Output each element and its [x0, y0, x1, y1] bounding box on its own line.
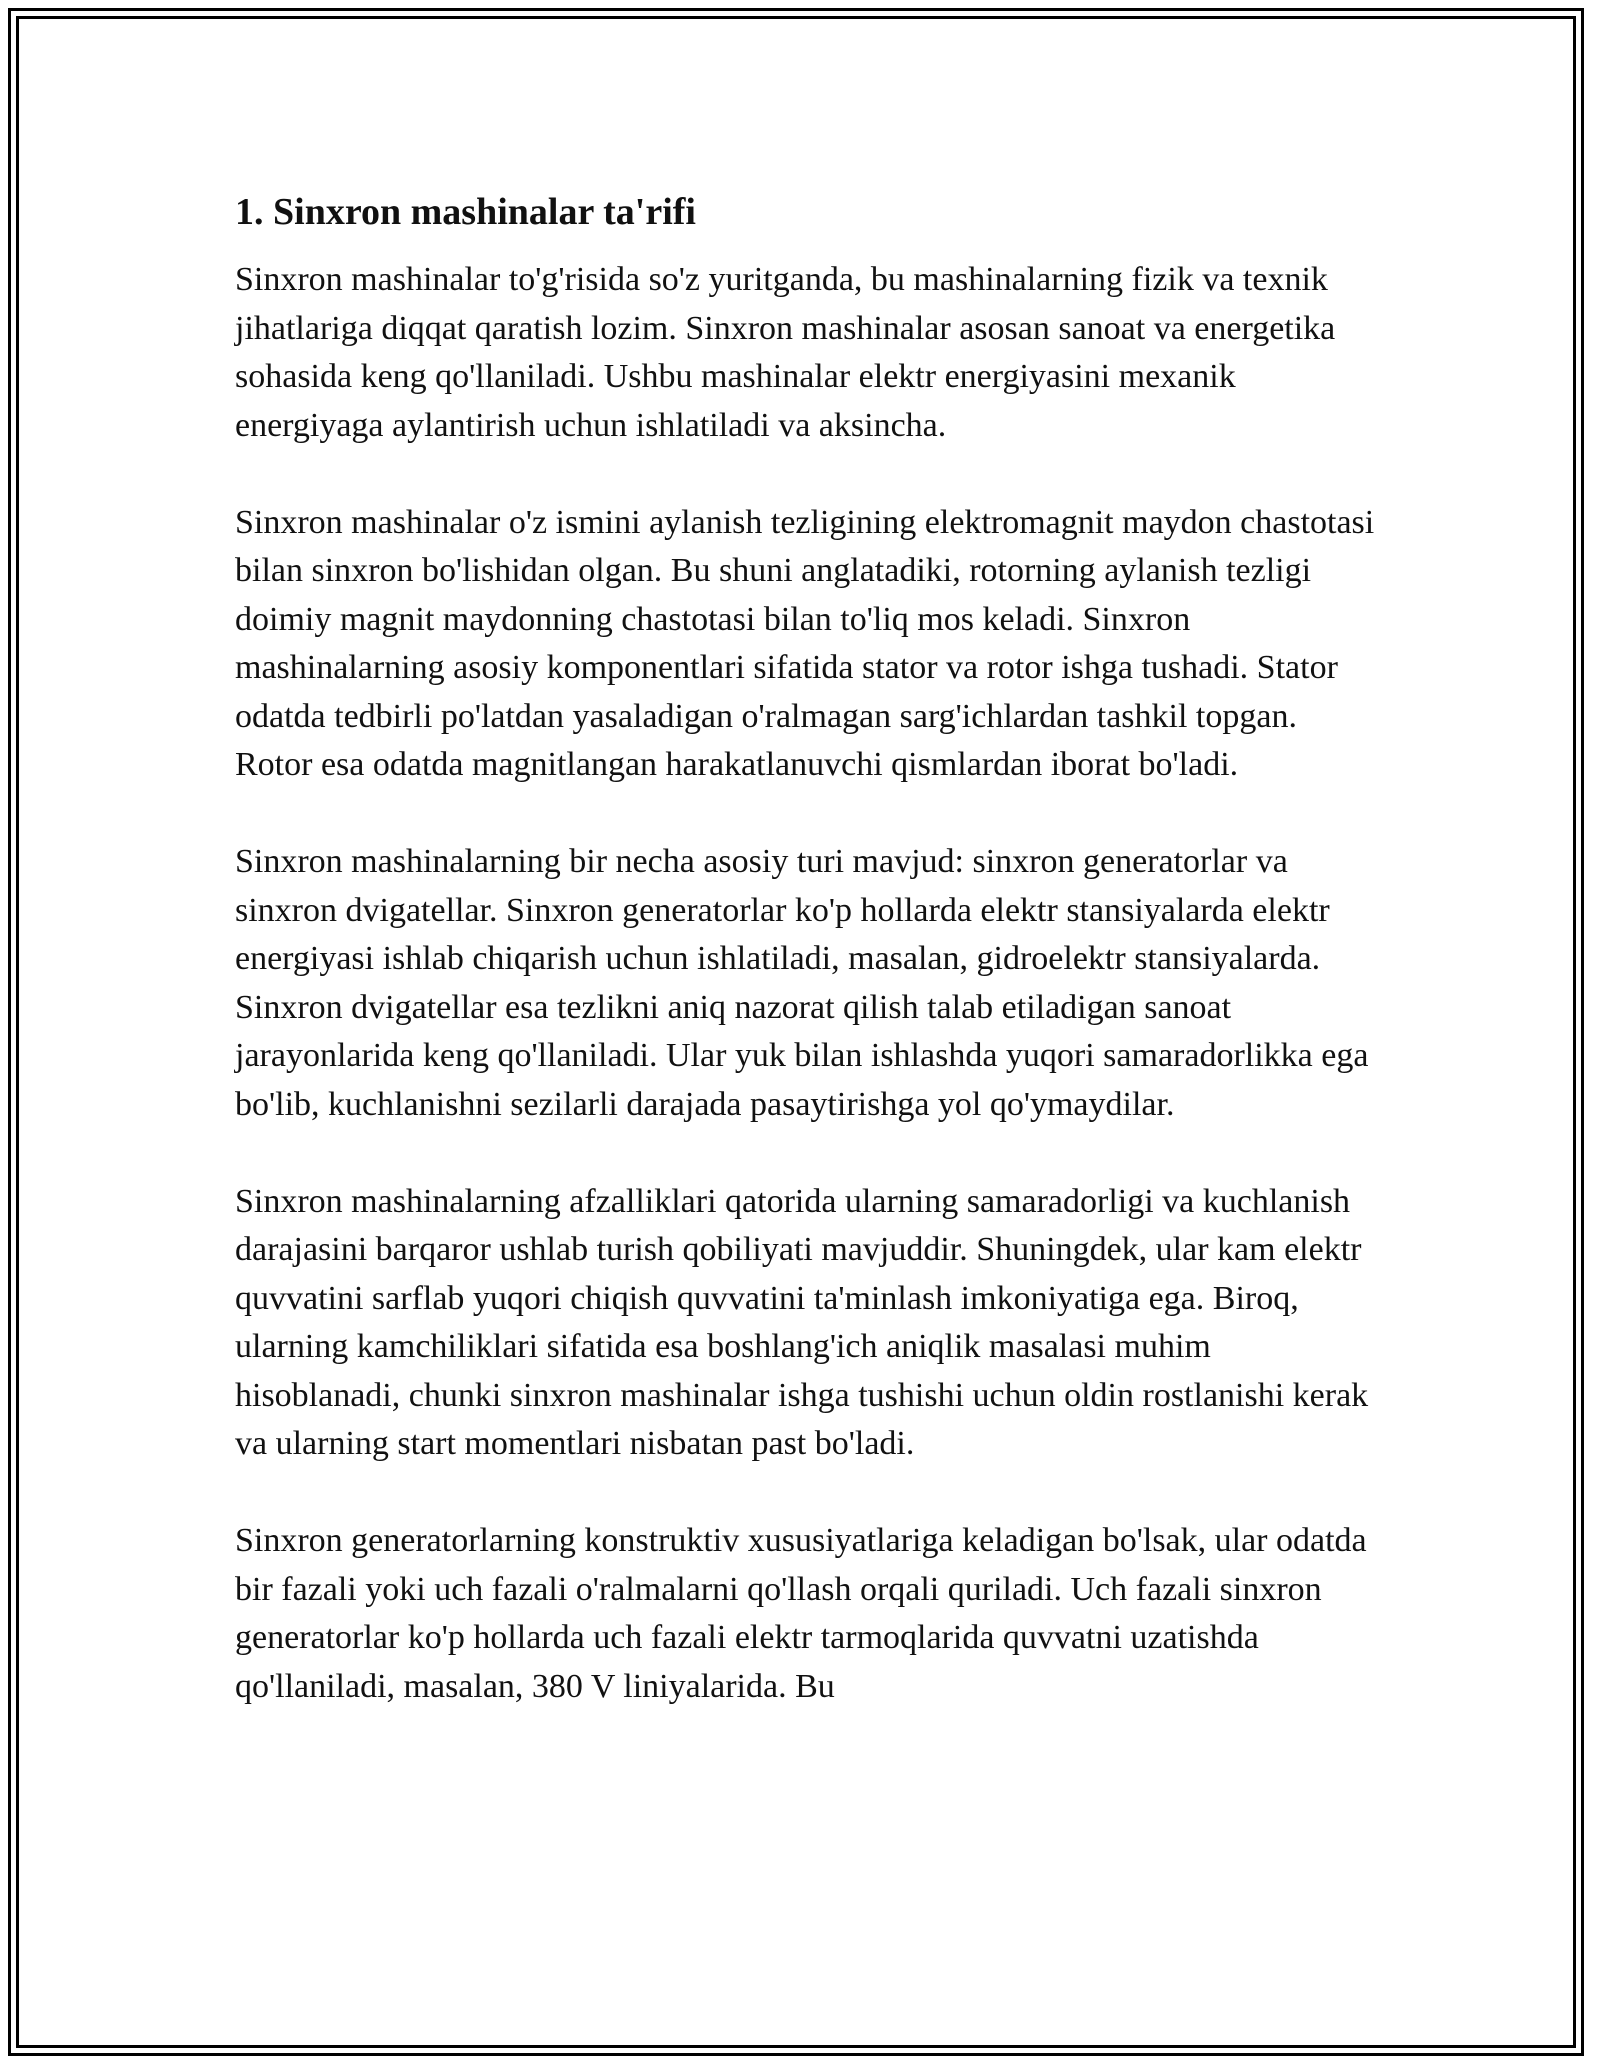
paragraph-5: Sinxron generatorlarning konstruktiv xususiyatlariga keladigan bo'lsak, ular odatda bir fazali yoki uch fazali o'ralmalarni qo'llash orqali quriladi. Uch fazali sinxron generatorlar ko'p hollarda uch fazali elektr tarmoqlarida quvvatni uzatishda qo'llaniladi, masalan, 380 V liniyalarida. Bu: [235, 1522, 1367, 1705]
paragraph-4: Sinxron mashinalarning afzalliklari qatorida ularning samaradorligi va kuchlanish darajasini barqaror ushlab turish qobiliyati mavjuddir. Shuningdek, ular kam elektr quvvatini sarflab yuqori chiqish quvvatini ta'minlash imkoniyatiga ega. Biroq, ularning kamchiliklari sifatida esa boshlang'ich aniqlik masalasi muhim hisoblanadi, chunki sinxron mashinalar ishga tushishi uchun oldin rostlanishi kerak va ularning start momentlari nisbatan past bo'ladi.: [235, 1182, 1369, 1462]
section-heading: 1. Sinxron mashinalar ta'rifi: [235, 191, 696, 233]
paragraph-2: Sinxron mashinalar o'z ismini aylanish tezligining elektromagnit maydon chastotasi bilan sinxron bo'lishidan olgan. Bu shuni anglatadiki, rotorning aylanish tezligi doimiy magnit maydonning chastotasi bilan to'liq mos keladi. Sinxron mashinalarning asosiy komponentlari sifatida stator va rotor ishga tushadi. Stator odatda tedbirli po'latdan yasaladigan o'ralmagan sarg'ichlardan tashkil topgan. Rotor esa odatda magnitlangan harakatlanuvchi qismlardan iborat bo'ladi.: [235, 503, 1375, 783]
document-body: [235, 188, 1375, 1760]
paragraph-1: Sinxron mashinalar to'g'risida so'z yuritganda, bu mashinalarning fizik va texnik jihatlariga diqqat qaratish lozim. Sinxron mashinalar asosan sanoat va energetika sohasida keng qo'llaniladi. Ushbu mashinalar elektr energiyasini mexanik energiyaga aylantirish uchun ishlatiladi va aksincha.: [235, 261, 1336, 444]
paragraph-3: Sinxron mashinalarning bir necha asosiy turi mavjud: sinxron generatorlar va sinxron dvigatellar. Sinxron generatorlar ko'p hollarda elektr stansiyalarda elektr energiyasi ishlab chiqarish uchun ishlatiladi, masalan, gidroelektr stansiyalarda. Sinxron dvigatellar esa tezlikni aniq nazorat qilish talab etiladigan sanoat jarayonlarida keng qo'llaniladi. Ular yuk bilan ishlashda yuqori samaradorlikka ega bo'lib, kuchlanishni sezilarli darajada pasaytirishga yol qo'ymaydilar.: [235, 843, 1369, 1123]
